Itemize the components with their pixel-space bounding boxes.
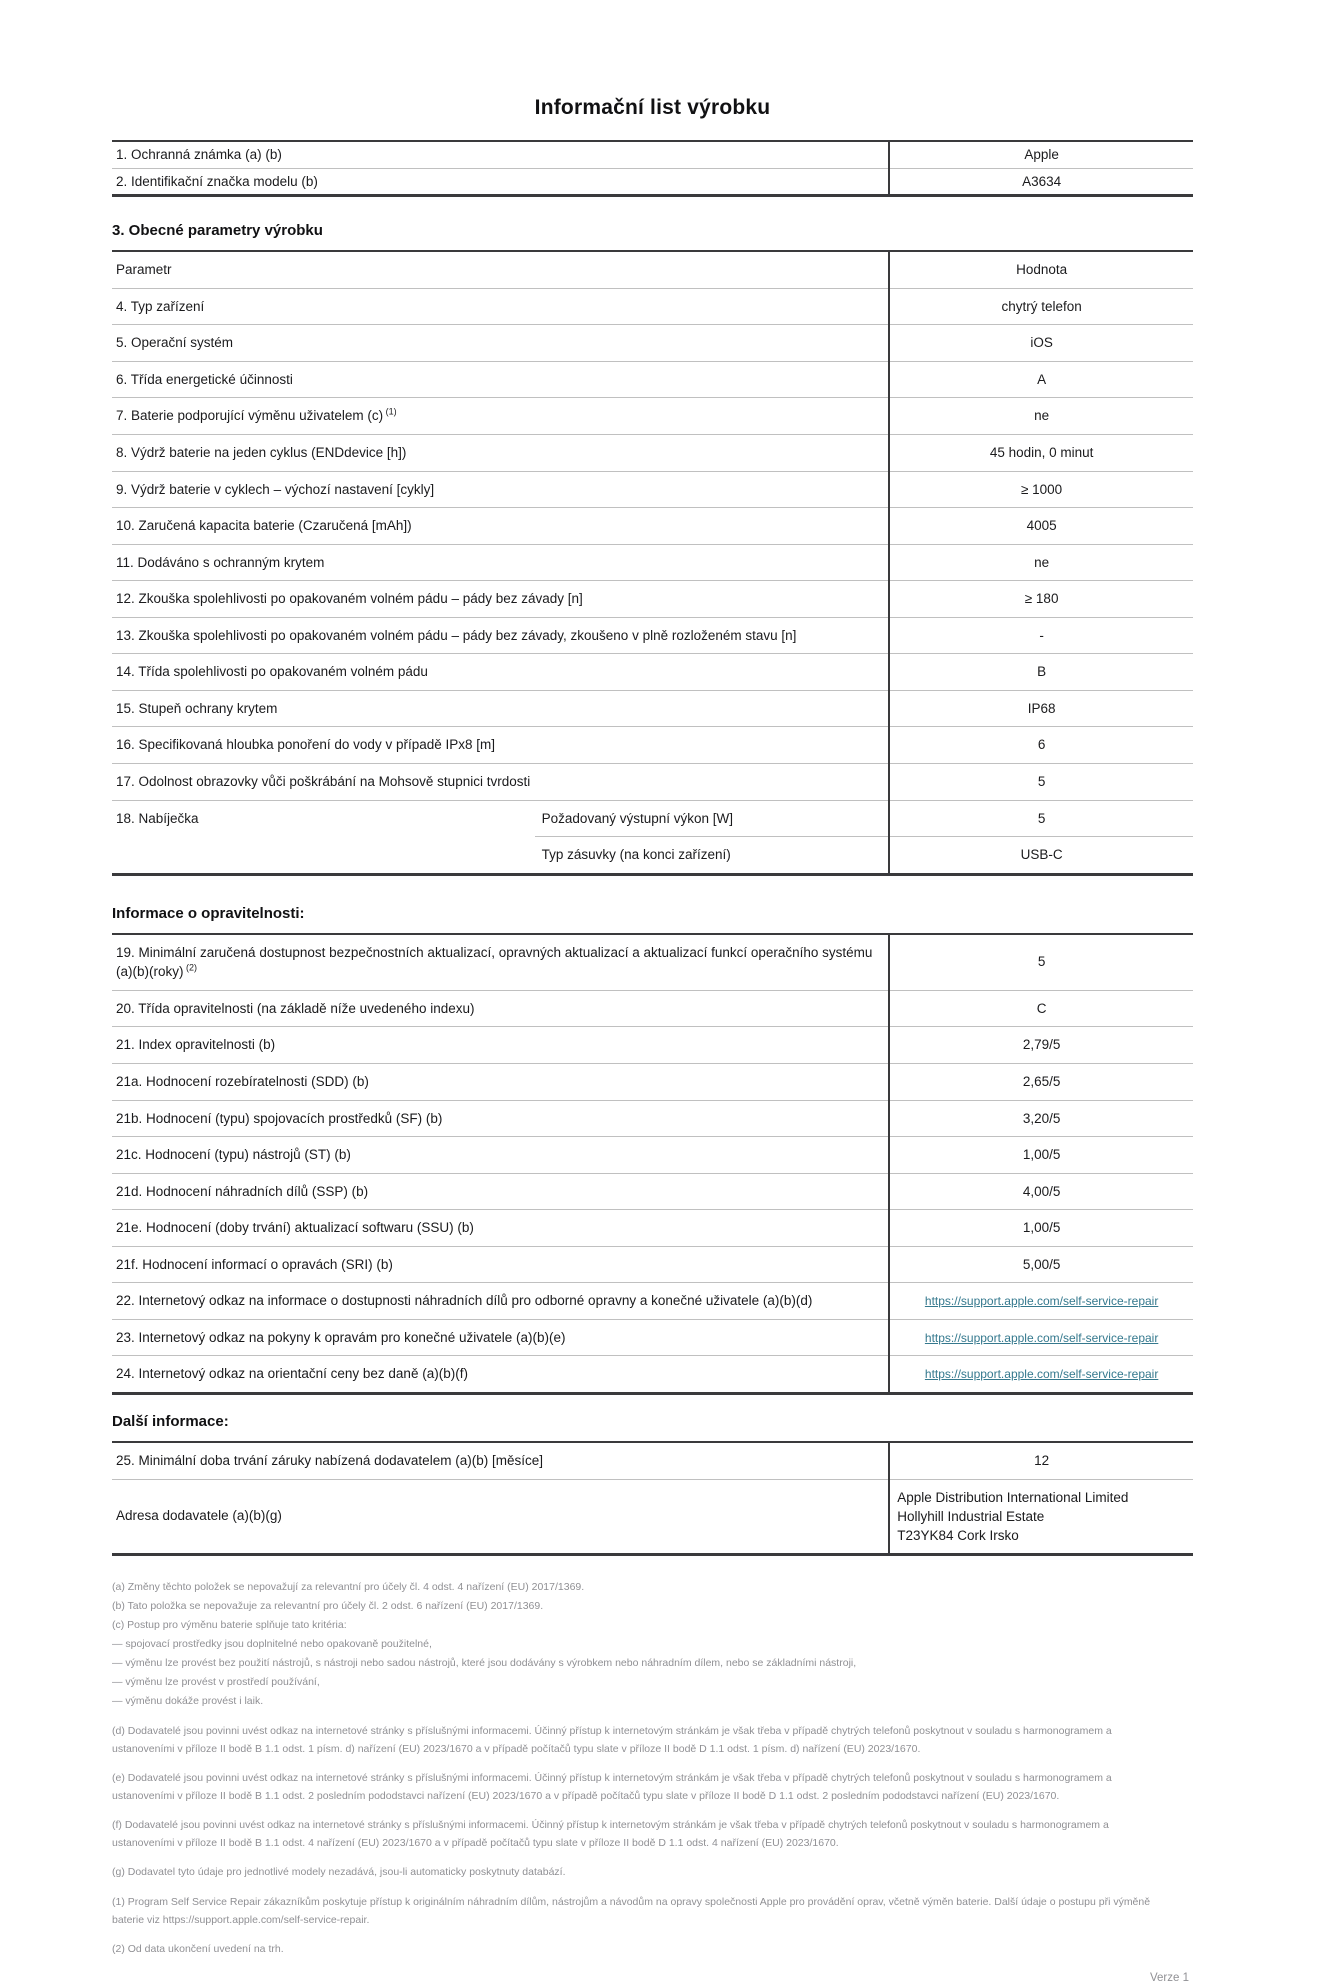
row-value: Apple [889, 141, 1193, 168]
row-value: IP68 [889, 690, 1193, 727]
row-value: ≥ 180 [889, 581, 1193, 618]
additional-info-table [112, 1441, 1193, 1556]
table-row [112, 1210, 1193, 1247]
table-row [112, 1027, 1193, 1064]
row-value: 2,65/5 [889, 1063, 1193, 1100]
row-label: 7. Baterie podporující výměnu uživatelem (c) $^{(1)}$ [112, 398, 889, 435]
product-info-sheet [112, 0, 1193, 1984]
table-row [112, 764, 1193, 801]
row-value: 5 [889, 934, 1193, 991]
row-label: 23. Internetový odkaz na pokyny k opravám pro konečné uživatele (a)(b)(e) [112, 1319, 889, 1356]
section-repairability-heading: Informace o opravitelnosti: [112, 904, 305, 922]
table-row [112, 654, 1193, 691]
row-value: A3634 [889, 168, 1193, 196]
footnote: — výměnu dokáže provést i laik. [112, 1694, 264, 1707]
column-header-hodnota: Hodnota [889, 251, 1193, 288]
row-label: 19. Minimální zaručená dostupnost bezpečnostních aktualizací, opravných aktualizací a aktualizací funkcí operačního systému (a)(b)(roky) $^{(2)}$ [112, 934, 889, 991]
general-params-table [112, 250, 1193, 876]
table-row [112, 1063, 1193, 1100]
section-general-heading: 3. Obecné parametry výrobku [112, 222, 323, 240]
row-value [889, 1283, 1193, 1320]
row-value: 2,79/5 [889, 1027, 1193, 1064]
version-label: Verze 1 [1150, 1971, 1189, 1984]
row-label: 14. Třída spolehlivosti po opakovaném volném pádu [112, 654, 889, 691]
table-row [112, 471, 1193, 508]
row-sublabel: Typ zásuvky (na konci zařízení) [535, 837, 890, 875]
row-value [889, 1479, 1193, 1554]
row-label: 4. Typ zařízení [112, 288, 889, 325]
row-value: iOS [889, 325, 1193, 362]
row-value: 5 [889, 764, 1193, 801]
footnote: (g) Dodavatel tyto údaje pro jednotlivé modely nezadává, jsou-li automaticky poskytnuty databází. [112, 1865, 566, 1878]
row-value: 3,20/5 [889, 1100, 1193, 1137]
row-value: A [889, 361, 1193, 398]
row-value: C [889, 990, 1193, 1027]
row-label: 6. Třída energetické účinnosti [112, 361, 889, 398]
table-header-row [112, 251, 1193, 288]
row-label: 9. Výdrž baterie v cyklech – výchozí nastavení [cykly] [112, 471, 889, 508]
row-label: 20. Třída opravitelnosti (na základě níže uvedeného indexu) [112, 990, 889, 1027]
row-label: 22. Internetový odkaz na informace o dostupnosti náhradních dílů pro odborné opravny a konečné uživatele (a)(b)(d) [112, 1283, 889, 1320]
table-row [112, 398, 1193, 435]
supplier-address-line: Hollyhill Industrial Estate [897, 1508, 1045, 1524]
row-label: 25. Minimální doba trvání záruky nabízená dodavatelem (a)(b) [měsíce] [112, 1442, 889, 1479]
row-label: 21d. Hodnocení náhradních dílů (SSP) (b) [112, 1173, 889, 1210]
table-row [112, 1283, 1193, 1320]
table-row [112, 934, 1193, 991]
table-row [112, 168, 1193, 196]
row-label: Adresa dodavatele (a)(b)(g) [112, 1479, 889, 1554]
footnote: (b) Tato položka se nepovažuje za relevantní pro účely čl. 2 odst. 6 nařízení (EU) 2017/1369. [112, 1599, 544, 1612]
table-row [112, 544, 1193, 581]
row-value: 45 hodin, 0 minut [889, 434, 1193, 471]
footnote: (d) Dodavatelé jsou povinni uvést odkaz na internetové stránky s příslušnými informacemi. Účinný přístup k internetovým stránkám je však třeba v případě chytrých telefonů poskytnout v souladu s harmonogramem a ustanoveními v příloze II bodě B 1.1 odst. 1 písm. d) nařízení (EU) 2023/1670 a v případě počítačů typu slate v příloze II bodě D 1.1 odst. 1 písm. d) nařízení (EU) 2023/1670. [112, 1724, 1112, 1755]
row-label: 1. Ochranná známka (a) (b) [112, 141, 889, 168]
table-row [112, 800, 1193, 837]
table-row [112, 1442, 1193, 1479]
row-value: B [889, 654, 1193, 691]
supplier-address-line: T23YK84 Cork Irsko [897, 1527, 1019, 1543]
table-row [112, 1100, 1193, 1137]
row-label: 11. Dodáváno s ochranným krytem [112, 544, 889, 581]
row-value: 5 [889, 800, 1193, 837]
row-value: - [889, 617, 1193, 654]
footnote: (e) Dodavatelé jsou povinni uvést odkaz na internetové stránky s příslušnými informacemi. Účinný přístup k internetovým stránkám je však třeba v případě chytrých telefonů poskytnout v souladu s harmonogramem a ustanoveními v příloze II bodě B 1.1 odst. 2 posledním pododstavci nařízení (EU) 2023/1670 a v případě počítačů typu slate v příloze II bodě D 1.1 odst. 2 posledním pododstavci nařízení (EU) 2023/1670. [112, 1771, 1112, 1802]
row-label: 21c. Hodnocení (typu) nástrojů (ST) (b) [112, 1137, 889, 1174]
table-row [112, 581, 1193, 618]
row-value: ≥ 1000 [889, 471, 1193, 508]
table-row [112, 727, 1193, 764]
footnotes [112, 1556, 1193, 1959]
footnote-reference: (2) [183, 962, 197, 973]
row-label: 8. Výdrž baterie na jeden cyklus (ENDdevice [h]) [112, 434, 889, 471]
row-label: 21a. Hodnocení rozebíratelnosti (SDD) (b) [112, 1063, 889, 1100]
row-value [889, 1319, 1193, 1356]
table-row [112, 288, 1193, 325]
row-label: 24. Internetový odkaz na orientační ceny bez daně (a)(b)(f) [112, 1356, 889, 1394]
row-value: 12 [889, 1442, 1193, 1479]
table-row [112, 1246, 1193, 1283]
row-value: ne [889, 544, 1193, 581]
section-additional-info-heading: Další informace: [112, 1413, 229, 1430]
row-value: ne [889, 398, 1193, 435]
row-value: 6 [889, 727, 1193, 764]
footnote-reference: (1) [383, 406, 397, 417]
row-label: 2. Identifikační značka modelu (b) [112, 168, 889, 196]
footnote: (c) Postup pro výměnu baterie splňuje tato kritéria: [112, 1618, 347, 1631]
row-value: 4005 [889, 508, 1193, 545]
self-service-repair-link[interactable]: https://support.apple.com/self-service-repair [924, 1294, 1159, 1309]
row-label: 13. Zkouška spolehlivosti po opakovaném volném pádu – pády bez závady, zkoušeno v plně rozloženém stavu [n] [112, 617, 889, 654]
page-title: Informační list výrobku [534, 96, 771, 119]
row-label: 15. Stupeň ochrany krytem [112, 690, 889, 727]
row-label: 21b. Hodnocení (typu) spojovacích prostředků (SF) (b) [112, 1100, 889, 1137]
row-label: 21. Index opravitelnosti (b) [112, 1027, 889, 1064]
table-row [112, 434, 1193, 471]
row-label: 16. Specifikovaná hloubka ponoření do vody v případě IPx8 [m] [112, 727, 889, 764]
self-service-repair-link[interactable]: https://support.apple.com/self-service-repair [924, 1367, 1159, 1382]
table-row [112, 690, 1193, 727]
row-label: 21f. Hodnocení informací o opravách (SRI) (b) [112, 1246, 889, 1283]
row-label: 12. Zkouška spolehlivosti po opakovaném volném pádu – pády bez závady [n] [112, 581, 889, 618]
footnote: — výměnu lze provést v prostředí používání, [112, 1675, 320, 1688]
row-value: chytrý telefon [889, 288, 1193, 325]
product-id-table [112, 140, 1193, 197]
footnote: — spojovací prostředky jsou doplnitelné nebo opakovaně použitelné, [112, 1637, 432, 1650]
table-row [112, 990, 1193, 1027]
row-value: 5,00/5 [889, 1246, 1193, 1283]
footnote: (2) Od data ukončení uvedení na trh. [112, 1942, 284, 1955]
table-row [112, 141, 1193, 168]
column-header-parametr: Parametr [112, 251, 889, 288]
table-row [112, 1137, 1193, 1174]
row-value [889, 1356, 1193, 1394]
footnote: — výměnu lze provést bez použití nástrojů, s nástroji nebo sadou nástrojů, které jsou dodávány s výrobkem nebo náhradním dílem, nebo se základními nástroji, [112, 1656, 857, 1669]
table-row [112, 1173, 1193, 1210]
footnote: (1) Program Self Service Repair zákazníkům poskytuje přístup k originálním náhradním dílům, nástrojům a návodům na opravy společnosti Apple pro provádění oprav, včetně výměn baterie. Další údaje o postupu při výměně baterie viz https://support.apple.com/self-service-repair. [112, 1895, 1151, 1926]
repairability-table [112, 933, 1193, 1395]
row-value: 4,00/5 [889, 1173, 1193, 1210]
table-row [112, 1356, 1193, 1394]
footnote: (a) Změny těchto položek se nepovažují za relevantní pro účely čl. 4 odst. 4 nařízení (EU) 2017/1369. [112, 1580, 585, 1593]
row-value: 1,00/5 [889, 1137, 1193, 1174]
table-row [112, 1479, 1193, 1554]
row-label: 17. Odolnost obrazovky vůči poškrábání na Mohsově stupnici tvrdosti [112, 764, 889, 801]
table-row [112, 325, 1193, 362]
row-label: 10. Zaručená kapacita baterie (Czaručená [mAh]) [112, 508, 889, 545]
row-label: 18. Nabíječka [112, 800, 535, 874]
footnote: (f) Dodavatelé jsou povinni uvést odkaz na internetové stránky s příslušnými informacemi. Účinný přístup k internetovým stránkám je však třeba v případě chytrých telefonů poskytnout v souladu s harmonogramem a ustanoveními v příloze II bodě B 1.1 odst. 4 nařízení (EU) 2023/1670 a v případě počítačů typu slate v příloze II bodě D 1.1 odst. 4 nařízení (EU) 2023/1670. [112, 1818, 1109, 1849]
row-value: 1,00/5 [889, 1210, 1193, 1247]
row-label: 21e. Hodnocení (doby trvání) aktualizací softwaru (SSU) (b) [112, 1210, 889, 1247]
row-label: 5. Operační systém [112, 325, 889, 362]
supplier-address-line: Apple Distribution International Limited [897, 1489, 1129, 1505]
row-sublabel: Požadovaný výstupní výkon [W] [535, 800, 890, 837]
self-service-repair-link[interactable]: https://support.apple.com/self-service-repair [924, 1330, 1159, 1345]
table-row [112, 617, 1193, 654]
table-row [112, 1319, 1193, 1356]
row-value: USB-C [889, 837, 1193, 875]
table-row [112, 508, 1193, 545]
table-row [112, 361, 1193, 398]
